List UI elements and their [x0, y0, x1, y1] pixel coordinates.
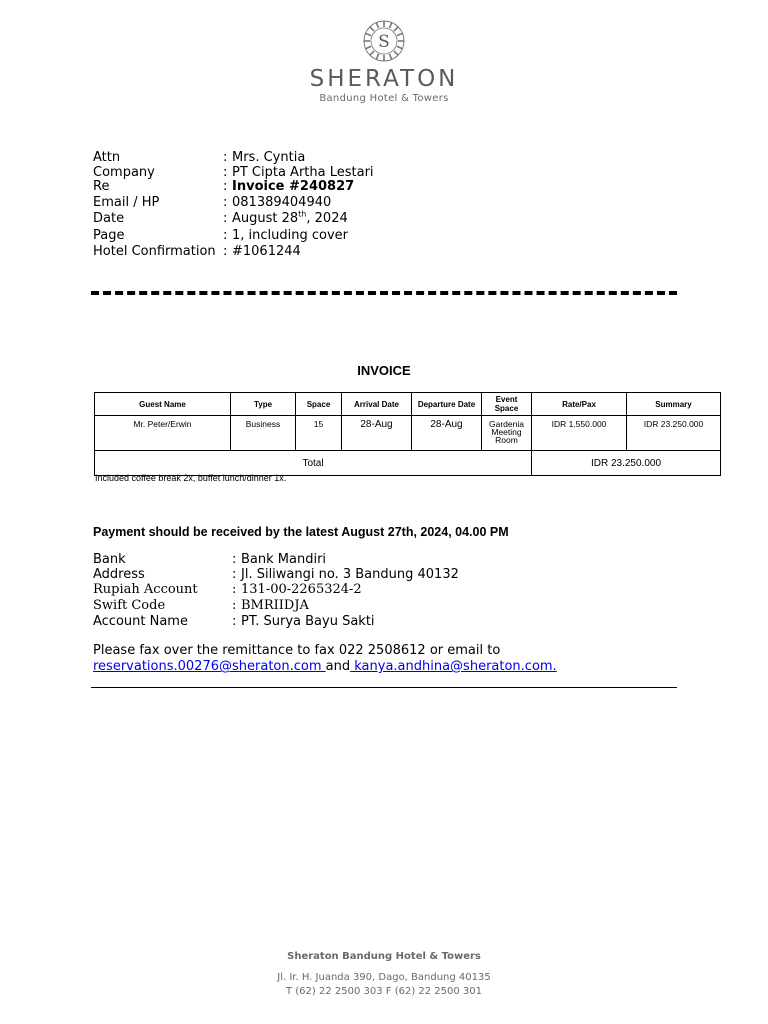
email-label: Email / HP [93, 195, 160, 210]
company-label: Company [93, 165, 155, 180]
logo-letter: S [378, 32, 390, 52]
separator: : [223, 244, 228, 259]
email-value: 081389404940 [232, 195, 332, 210]
separator: : [223, 195, 228, 210]
bank-label: Bank [93, 552, 126, 567]
separator: : [223, 179, 228, 194]
rupiah-account-row [93, 582, 362, 598]
rupiah-label: Rupiah Account [93, 582, 198, 597]
reservations-email-link[interactable]: reservations.00276@sheraton.com [93, 659, 326, 674]
bank-row [93, 552, 326, 568]
and-text: and [325, 659, 351, 674]
attn-row [93, 150, 305, 166]
col-event-space: Event Space [482, 393, 532, 416]
table-row [95, 416, 721, 451]
re-row [93, 179, 354, 195]
address-label: Address [93, 567, 145, 582]
col-departure-date: Departure Date [412, 393, 482, 416]
brand-name: SHERATON [309, 66, 459, 92]
address-value: Jl. Siliwangi no. 3 Bandung 40132 [241, 567, 459, 582]
separator: : [223, 211, 228, 226]
cell-departure: 28-Aug [412, 416, 482, 451]
page-value: 1, including cover [232, 228, 349, 243]
total-row [95, 451, 721, 476]
bank-value: Bank Mandiri [241, 552, 327, 567]
separator: : [232, 598, 237, 613]
cell-rate: IDR 1.550.000 [532, 416, 627, 451]
attn-label: Attn [93, 150, 121, 165]
table-note: Included coffee break 2x, buffet lunch/dinner 1x. [95, 473, 287, 483]
cell-space: 15 [296, 416, 342, 451]
rupiah-value: 131-00-2265324-2 [241, 582, 362, 597]
invoice-table [94, 392, 721, 476]
brand-subtitle: Bandung Hotel & Towers [319, 93, 449, 104]
attn-value: Mrs. Cyntia [232, 150, 306, 165]
separator: : [232, 614, 237, 629]
confirmation-value: #1061244 [232, 244, 301, 259]
separator: : [223, 150, 228, 165]
re-label: Re [93, 179, 110, 194]
total-value: IDR 23.250.000 [532, 451, 721, 476]
separator: : [232, 567, 237, 582]
footer-hotel-name: Sheraton Bandung Hotel & Towers [287, 951, 481, 962]
table-header-row [95, 393, 721, 416]
col-rate-pax: Rate/Pax [532, 393, 627, 416]
kanya-email-link[interactable]: kanya.andhina@sheraton.com. [350, 659, 557, 674]
footer [0, 951, 768, 999]
account-label: Account Name [93, 614, 188, 629]
col-guest-name: Guest Name [95, 393, 231, 416]
account-name-row [93, 614, 375, 630]
cell-summary: IDR 23.250.000 [627, 416, 721, 451]
confirmation-row [93, 244, 301, 260]
col-arrival-date: Arrival Date [342, 393, 412, 416]
email-row [93, 195, 331, 211]
cell-guest: Mr. Peter/Erwin [95, 416, 231, 451]
cell-type: Business [231, 416, 296, 451]
swift-code-row [93, 598, 309, 614]
invoice-title: INVOICE [357, 363, 411, 378]
account-value: PT. Surya Bayu Sakti [241, 614, 375, 629]
total-label: Total [95, 451, 532, 476]
col-space: Space [296, 393, 342, 416]
sheraton-emblem-icon [361, 18, 407, 64]
col-summary: Summary [627, 393, 721, 416]
page-row [93, 228, 348, 244]
date-row [93, 211, 348, 227]
company-value: PT Cipta Artha Lestari [232, 165, 374, 180]
cell-arrival: 28-Aug [342, 416, 412, 451]
re-value: Invoice #240827 [232, 179, 355, 194]
separator: : [232, 552, 237, 567]
hotel-logo [0, 18, 768, 104]
swift-value: BMRIIDJA [241, 598, 309, 613]
footer-phone: T (62) 22 2500 303 F (62) 22 2500 301 [285, 986, 483, 997]
separator: : [232, 582, 237, 597]
separator: : [223, 228, 228, 243]
separator: : [223, 165, 228, 180]
date-label: Date [93, 211, 125, 226]
address-row [93, 567, 459, 583]
footer-address: Jl. Ir. H. Juanda 390, Dago, Bandung 40135 [277, 972, 491, 983]
col-type: Type [231, 393, 296, 416]
date-value: August 28th, 2024 [232, 209, 348, 226]
confirmation-label: Hotel Confirmation [93, 244, 216, 259]
payment-deadline: Payment should be received by the latest August 27th, 2024, 04.00 PM [93, 525, 509, 539]
bottom-divider [91, 687, 677, 688]
dashed-divider [91, 291, 677, 295]
fax-instruction: Please fax over the remittance to fax 022 2508612 or email to [93, 643, 501, 658]
email-line [93, 659, 557, 675]
cell-event-space: Gardenia Meeting Room [482, 416, 532, 451]
page-label: Page [93, 228, 125, 243]
swift-label: Swift Code [93, 598, 166, 613]
